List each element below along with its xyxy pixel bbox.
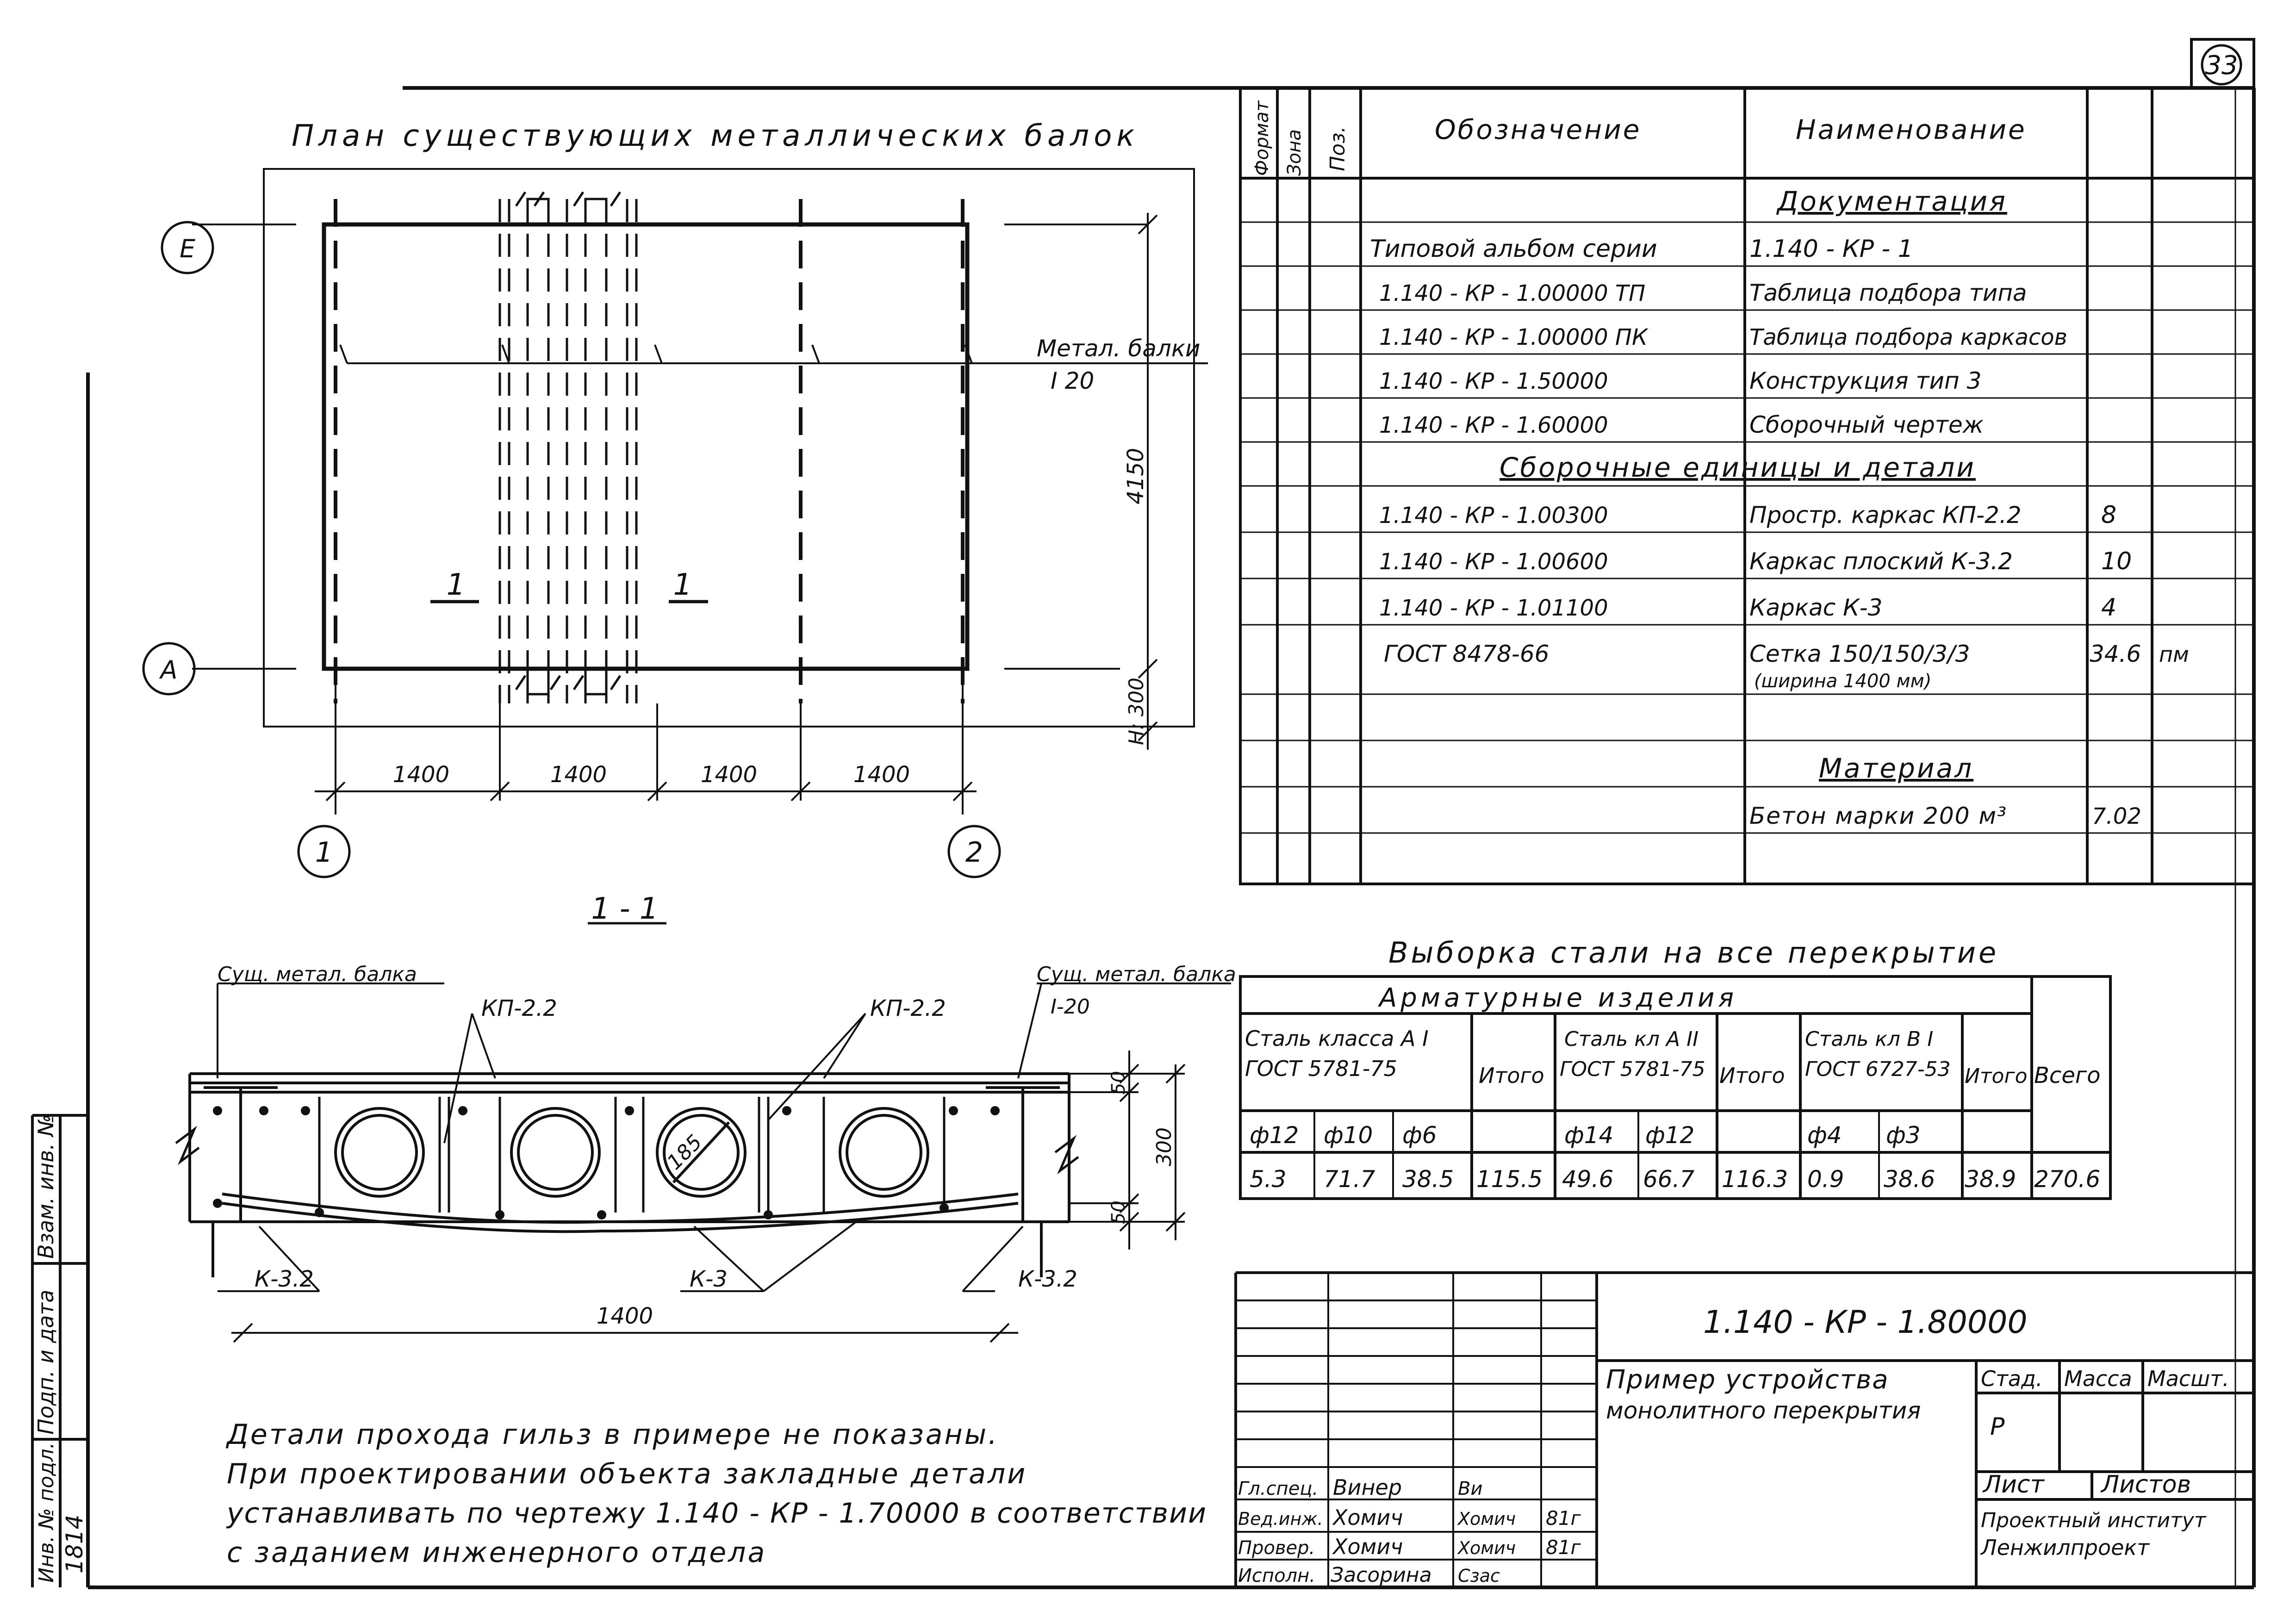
steel-a2-gost: ГОСТ 5781-75 (1560, 1057, 1705, 1081)
steel-title: Выборка стали на все перекрытие (1388, 936, 1999, 970)
spec-row-3-name: Таблица подбора каркасов (1749, 324, 2067, 350)
spec-row-10-name: Сетка 150/150/3/3 (1749, 640, 1970, 667)
steel-val-5: 49.6 (1562, 1166, 1614, 1193)
spec-row-8-name: Каркас плоский К-3.2 (1749, 548, 2013, 575)
role-3: Провер. (1238, 1537, 1315, 1559)
note-line-3: устанавливать по чертежу 1.140 - КР - 1.70000 в соответствии (227, 1497, 1207, 1530)
note-line-1: Детали прохода гильз в примере не показаны. (227, 1418, 999, 1451)
k3-label: К-3 (690, 1266, 728, 1292)
steel-a2-total-label: Итого (1719, 1063, 1785, 1088)
steel-dia-6: ф4 (1807, 1122, 1842, 1149)
doc-code: 1.140 - КР - 1.80000 (1703, 1304, 2028, 1341)
section-view (176, 892, 1236, 1342)
steel-a1-header: Сталь класса А I (1245, 1026, 1429, 1051)
spec-section-material: Материал (1819, 752, 1974, 784)
scale-label: Масшт. (2147, 1366, 2229, 1391)
name-3: Хомич (1333, 1534, 1403, 1559)
steel-val-7: 116.3 (1722, 1166, 1788, 1193)
spec-row-8-designation: 1.140 - КР - 1.00600 (1379, 549, 1608, 575)
name-4: Засорина (1331, 1563, 1432, 1587)
spec-row-2-name: Таблица подбора типа (1749, 280, 2027, 306)
name-2: Хомич (1333, 1505, 1403, 1530)
steel-dia-4: ф14 (1564, 1122, 1614, 1149)
sheets-label: Листов (2101, 1471, 2191, 1499)
spec-header-zone: Зона (1284, 129, 1305, 176)
doc-title-1: Пример устройства (1606, 1365, 1889, 1395)
sheet-label: Лист (1983, 1471, 2044, 1499)
steel-table (1240, 936, 2110, 1199)
doc-title-2: монолитного перекрытия (1606, 1397, 1921, 1424)
steel-val-1: 5.3 (1250, 1166, 1287, 1193)
axis-2-label: 2 (965, 836, 983, 869)
spec-row-2-designation: 1.140 - КР - 1.00000 ТП (1379, 280, 1646, 306)
sign-1: Ви (1458, 1478, 1483, 1499)
dim-bottom: Н: 300 (1125, 678, 1148, 745)
side-sign-label: Подп. и дата (33, 1289, 58, 1435)
sign-4: Сзас (1458, 1566, 1500, 1586)
spec-row-9-designation: 1.140 - КР - 1.01100 (1379, 595, 1608, 621)
plan-title: План существующих металлических балок (292, 119, 1139, 153)
stage-label: Стад. (1981, 1366, 2043, 1391)
title-block (1236, 1273, 2254, 1587)
dim-height: 4150 (1123, 448, 1149, 504)
org-line-1: Проектный институт (1981, 1509, 2206, 1532)
spec-header-name: Наименование (1796, 114, 2027, 145)
beams-label: Метал. балки (1037, 335, 1201, 362)
steel-a1-gost: ГОСТ 5781-75 (1245, 1056, 1397, 1081)
steel-dia-7: ф3 (1886, 1122, 1921, 1149)
spec-row-5-name: Сборочный чертеж (1749, 411, 1984, 438)
steel-dia-3: ф6 (1402, 1122, 1437, 1149)
date-2: 81г (1546, 1507, 1581, 1530)
steel-a2-header: Сталь кл А II (1564, 1027, 1699, 1051)
steel-b1-gost: ГОСТ 6727-53 (1805, 1057, 1951, 1081)
dim-185: 185 (662, 1130, 707, 1175)
dim-x-1: 1400 (392, 762, 450, 788)
section-mark-right: 1 (673, 568, 692, 602)
steel-a1-total-label: Итого (1479, 1063, 1544, 1088)
spec-header-designation: Обозначение (1435, 114, 1642, 145)
note-line-4: с заданием инженерного отдела (227, 1536, 767, 1569)
role-2: Вед.инж. (1238, 1509, 1323, 1529)
steel-val-9: 38.6 (1884, 1166, 1935, 1193)
side-inv-label: Инв. № подл. (35, 1442, 58, 1583)
slab-outline (264, 169, 1194, 727)
side-vzam-label: Взам. инв. № (33, 1114, 58, 1259)
role-4: Исполн. (1238, 1565, 1315, 1586)
sheet-number-box (2191, 39, 2254, 88)
spec-row-9-qty: 4 (2101, 594, 2117, 622)
side-inv-number: 1814 (61, 1514, 88, 1573)
steel-b1-header: Сталь кл В I (1805, 1027, 1934, 1051)
steel-val-3: 38.5 (1402, 1166, 1454, 1193)
dim-1400: 1400 (596, 1303, 653, 1329)
spec-row-7-qty: 8 (2101, 501, 2117, 529)
steel-val-8: 0.9 (1807, 1166, 1844, 1193)
steel-dia-5: ф12 (1645, 1122, 1695, 1149)
sheet-number: 33 (2205, 50, 2238, 81)
spec-section-units: Сборочные единицы и детали (1500, 452, 1976, 483)
section-mark-left: 1 (446, 568, 466, 602)
dim-x-3: 1400 (700, 762, 758, 788)
dim-50-bottom: 50 (1108, 1200, 1129, 1224)
spec-row-7-name: Простр. каркас КП-2.2 (1749, 502, 2022, 529)
spec-row-1-name: 1.140 - КР - 1 (1749, 235, 1913, 263)
spec-row-13-name: Бетон марки 200 м³ (1749, 802, 2008, 829)
spec-row-7-designation: 1.140 - КР - 1.00300 (1379, 503, 1608, 529)
spec-row-4-designation: 1.140 - КР - 1.50000 (1379, 368, 1608, 394)
steel-val-11: 270.6 (2034, 1166, 2101, 1193)
spec-row-5-designation: 1.140 - КР - 1.60000 (1379, 412, 1608, 438)
steel-group: Арматурные изделия (1379, 983, 1738, 1013)
dim-x-2: 1400 (550, 762, 607, 788)
org-line-2: Ленжилпроект (1981, 1535, 2150, 1560)
note-line-2: При проектировании объекта закладные детали (227, 1458, 1027, 1490)
spec-row-10-unit: пм (2159, 642, 2189, 667)
notes (225, 1418, 1207, 1569)
k32-left-label: К-3.2 (255, 1266, 314, 1292)
sheet-frame (88, 88, 2254, 1587)
spec-row-13-qty: 7.02 (2092, 803, 2141, 829)
spec-header-format: Формат (1251, 100, 1273, 176)
kp-right-label: КП-2.2 (870, 995, 946, 1021)
beams-type: I 20 (1051, 367, 1095, 394)
steel-dia-2: ф10 (1324, 1122, 1373, 1149)
steel-dia-1: ф12 (1250, 1122, 1299, 1149)
right-beam-label: Сущ. метал. балка (1037, 963, 1236, 986)
steel-val-2: 71.7 (1324, 1166, 1375, 1193)
steel-val-4: 115.5 (1476, 1166, 1543, 1193)
steel-val-10: 38.9 (1965, 1166, 2016, 1193)
right-beam-type: I-20 (1051, 995, 1090, 1019)
spec-table (1240, 88, 2254, 884)
steel-val-6: 66.7 (1643, 1166, 1695, 1193)
spec-row-10-designation: ГОСТ 8478-66 (1384, 640, 1549, 667)
axis-1-label: 1 (315, 836, 333, 869)
sign-2: Хомич (1458, 1509, 1516, 1529)
stage-value: Р (1990, 1413, 2005, 1441)
k32-right-label: К-3.2 (1018, 1266, 1077, 1292)
spec-row-4-name: Конструкция тип 3 (1749, 367, 1982, 394)
role-1: Гл.спец. (1238, 1478, 1319, 1499)
name-1: Винер (1333, 1475, 1402, 1500)
left-beam-label: Сущ. метал. балка (218, 963, 417, 986)
spec-row-8-qty: 10 (2101, 547, 2132, 575)
dim-50-top: 50 (1108, 1071, 1129, 1094)
axis-e-label: Е (179, 234, 196, 263)
section-title: 1 - 1 (591, 892, 659, 926)
dim-x-4: 1400 (853, 762, 910, 788)
side-stamp (32, 1114, 88, 1587)
dim-300: 300 (1152, 1127, 1176, 1166)
spec-row-1-designation: Типовой альбом серии (1370, 235, 1657, 263)
spec-row-9-name: Каркас К-3 (1749, 594, 1883, 621)
steel-grand-label: Всего (2034, 1063, 2101, 1088)
spec-row-10-qty: 34.6 (2090, 640, 2141, 667)
opening-outline (324, 224, 967, 669)
kp-left-label: КП-2.2 (481, 995, 557, 1021)
sign-3: Хомич (1458, 1538, 1516, 1558)
date-3: 81г (1546, 1536, 1581, 1559)
spec-row-3-designation: 1.140 - КР - 1.00000 ПК (1379, 324, 1648, 350)
spec-section-documentation: Документация (1777, 186, 2007, 217)
axis-a-label: А (160, 655, 178, 684)
steel-b1-total-label: Итого (1965, 1064, 2028, 1088)
spec-header-pos: Поз. (1326, 126, 1350, 171)
spec-row-10-name2: (ширина 1400 мм) (1754, 671, 1932, 692)
mass-label: Масса (2064, 1366, 2132, 1391)
plan-view (143, 119, 1208, 877)
